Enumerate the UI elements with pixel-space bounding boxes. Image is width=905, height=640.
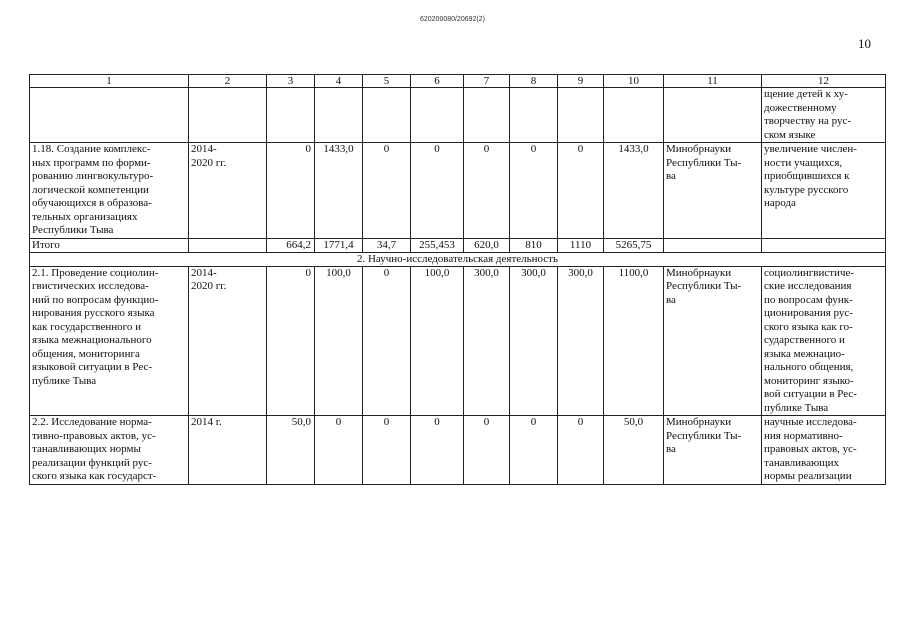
section-heading-row	[30, 252, 886, 266]
value-cell: 0	[315, 416, 363, 485]
period-cell: 2014- 2020 гг.	[189, 143, 267, 239]
value-cell: 0	[464, 416, 510, 485]
table-header-row	[30, 75, 886, 88]
result-cell: научные исследова- ния нормативно- правовых актов, ус- танавливающих нормы реализации	[762, 416, 886, 485]
value-cell: 100,0	[315, 266, 363, 416]
activity-name-cell: 2.2. Исследование норма- тивно-правовых актов, ус- танавливающих нормы реализации функций рус- ского языка как государст-	[30, 416, 189, 485]
document-id: 620200080/20692(2)	[419, 16, 485, 23]
result-cell: увеличение числен- ности учащихся, приобщившихся к культуре русского народа	[762, 143, 886, 239]
value-cell: 50,0	[604, 416, 664, 485]
result-cell: социолингвистиче- ские исследования по вопросам функ- ционирования рус- ского языка как го- сударственного и языка межнацио- нального общения, мониторинг языко- вой ситуации в Рес- публике Тыва	[762, 266, 886, 416]
column-header: 9	[558, 75, 604, 88]
executor-cell: Минобрнауки Республики Ты- ва	[664, 416, 762, 485]
period-cell: 2014- 2020 гг.	[189, 266, 267, 416]
value-cell: 1433,0	[604, 143, 664, 239]
column-header: 7	[464, 75, 510, 88]
value-cell: 0	[464, 143, 510, 239]
total-value-cell: 810	[510, 238, 558, 252]
column-header: 4	[315, 75, 363, 88]
section-title: 2. Научно-исследовательская деятельность	[30, 252, 886, 266]
page-number: 10	[858, 36, 871, 51]
value-cell: 0	[411, 143, 464, 239]
value-cell: 300,0	[558, 266, 604, 416]
table-row-2-2	[30, 416, 886, 485]
value-cell: 0	[510, 143, 558, 239]
total-label: Итого	[30, 238, 189, 252]
value-cell: 0	[363, 266, 411, 416]
activity-name-cell: 2.1. Проведение социолин- гвистических исследова- ний по вопросам функцио- нирования русского языка как государственного и языка межнационального общения, мониторинга языковой ситуации в Рес- публике Тыва	[30, 266, 189, 416]
value-cell: 300,0	[464, 266, 510, 416]
period-cell: 2014 г.	[189, 416, 267, 485]
executor-cell: Минобрнауки Республики Ты- ва	[664, 266, 762, 416]
total-value-cell: 5265,75	[604, 238, 664, 252]
table-row-continuation	[30, 88, 886, 143]
table-row-2-1	[30, 266, 886, 416]
value-cell: 0	[510, 416, 558, 485]
activity-name-cell: 1.18. Создание комплекс- ных программ по форми- рованию лингвокультуро- логической компетенции обучающихся в образова- тельных организациях Республики Тыва	[30, 143, 189, 239]
total-value-cell: 1110	[558, 238, 604, 252]
total-value-cell: 1771,4	[315, 238, 363, 252]
value-cell: 50,0	[267, 416, 315, 485]
table-row-total	[30, 238, 886, 252]
column-header: 3	[267, 75, 315, 88]
column-header: 8	[510, 75, 558, 88]
value-cell: 0	[558, 416, 604, 485]
value-cell: 300,0	[510, 266, 558, 416]
column-header: 12	[762, 75, 886, 88]
value-cell: 1100,0	[604, 266, 664, 416]
value-cell: 0	[267, 266, 315, 416]
program-table	[29, 74, 886, 485]
value-cell: 0	[558, 143, 604, 239]
column-header: 11	[664, 75, 762, 88]
result-cell: щение детей к ху- дожественному творчеству на рус- ском языке	[762, 88, 886, 143]
total-value-cell: 255,453	[411, 238, 464, 252]
table-row-1-18	[30, 143, 886, 239]
column-header: 5	[363, 75, 411, 88]
column-header: 10	[604, 75, 664, 88]
column-header: 6	[411, 75, 464, 88]
value-cell: 1433,0	[315, 143, 363, 239]
column-header: 1	[30, 75, 189, 88]
executor-cell: Минобрнауки Республики Ты- ва	[664, 143, 762, 239]
total-value-cell: 620,0	[464, 238, 510, 252]
value-cell: 0	[267, 143, 315, 239]
value-cell: 0	[363, 143, 411, 239]
column-header: 2	[189, 75, 267, 88]
value-cell: 100,0	[411, 266, 464, 416]
total-value-cell: 664,2	[267, 238, 315, 252]
value-cell: 0	[363, 416, 411, 485]
value-cell: 0	[411, 416, 464, 485]
total-value-cell: 34,7	[363, 238, 411, 252]
